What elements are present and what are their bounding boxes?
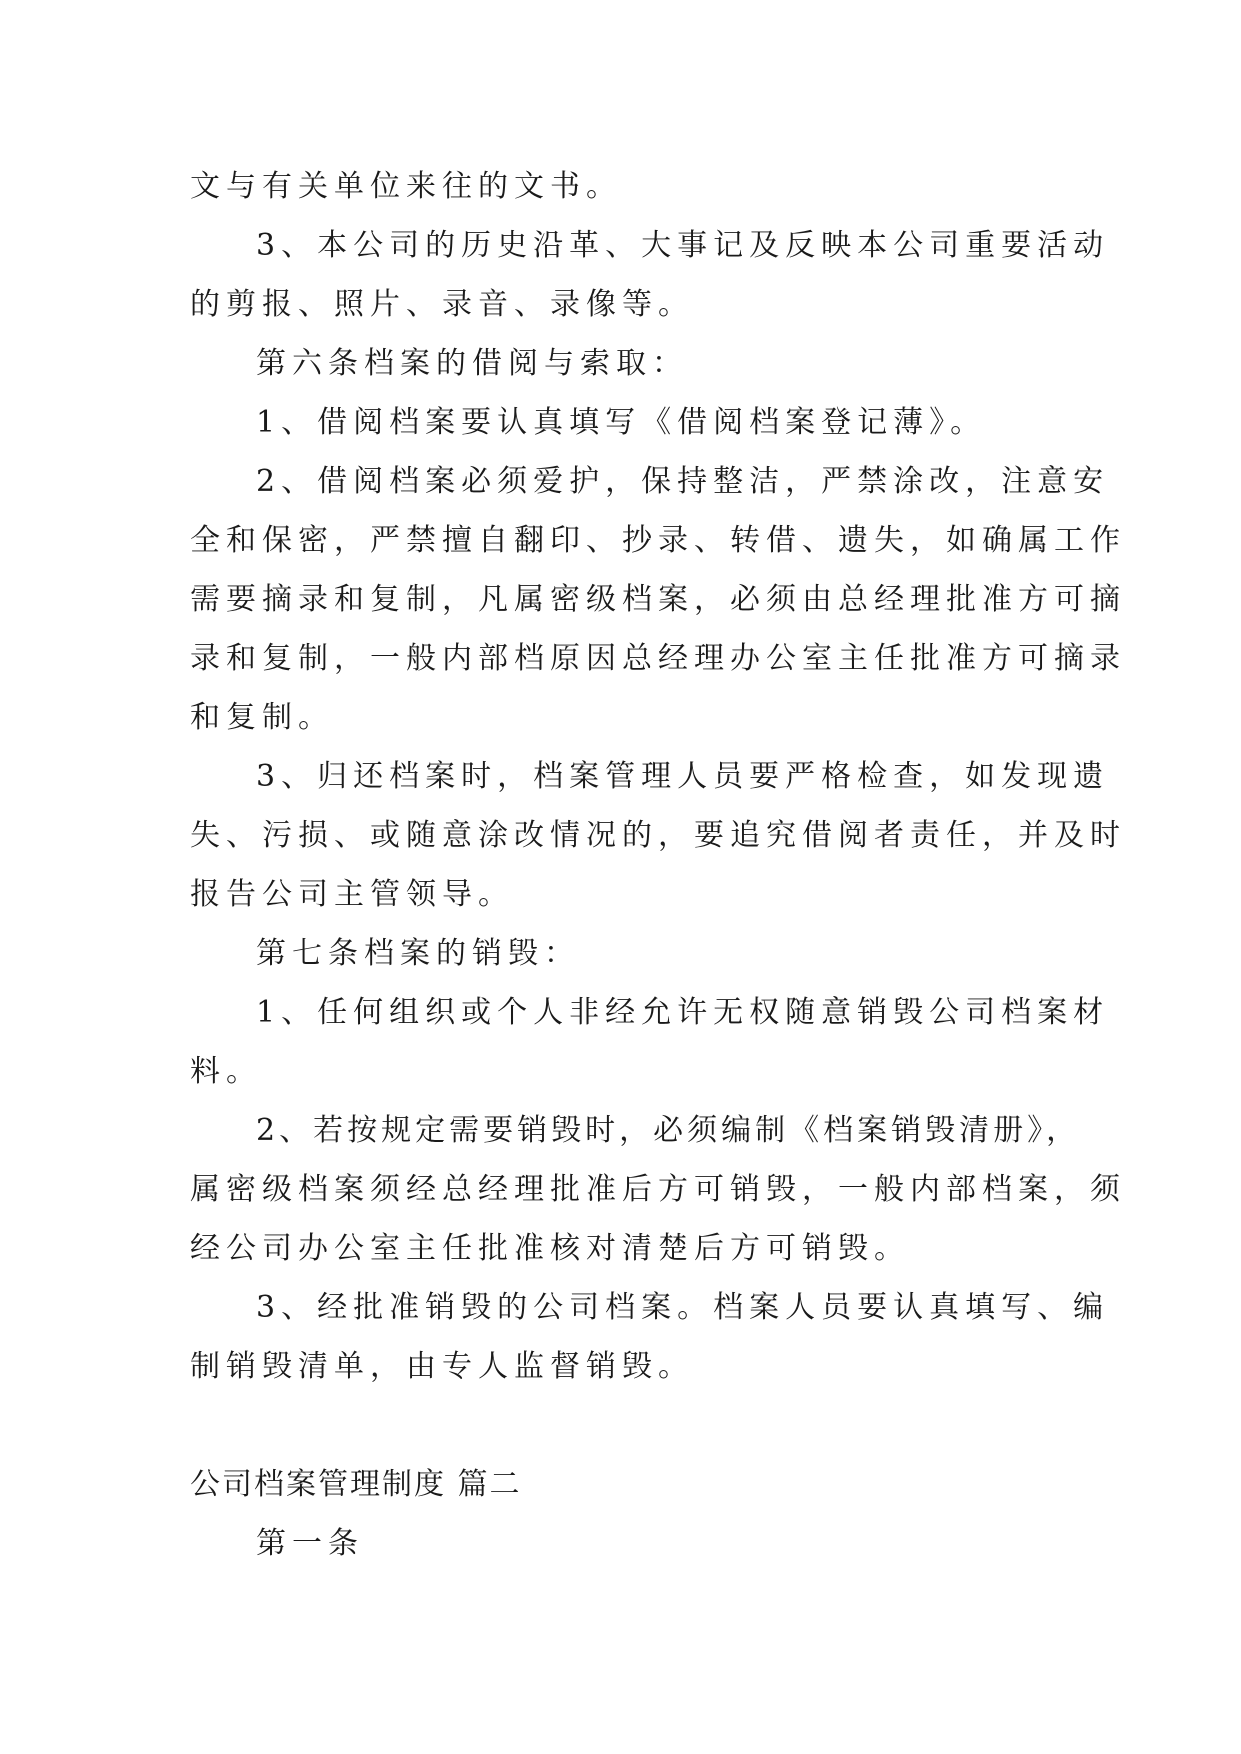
section-gap bbox=[190, 1396, 1060, 1455]
paragraph-line: 经公司办公室主任批准核对清楚后方可销毁。 bbox=[190, 1231, 910, 1266]
paragraph-line: 需要摘录和复制，凡属密级档案，必须由总经理批准方可摘 bbox=[190, 582, 1126, 617]
paragraph-line: 文与有关单位来往的文书。 bbox=[190, 169, 622, 204]
paragraph-line: 1、借阅档案要认真填写《借阅档案登记薄》。 bbox=[256, 405, 987, 440]
article-heading: 第六条档案的借阅与索取： bbox=[256, 346, 688, 381]
article-heading: 第七条档案的销毁： bbox=[256, 936, 580, 971]
paragraph-line: 报告公司主管领导。 bbox=[190, 877, 514, 912]
paragraph-line: 属密级档案须经总经理批准后方可销毁，一般内部档案，须 bbox=[190, 1172, 1126, 1207]
paragraph-line: 2、借阅档案必须爱护，保持整洁，严禁涂改，注意安 bbox=[256, 464, 1110, 499]
article-heading: 第一条 bbox=[256, 1526, 364, 1561]
document-page bbox=[190, 157, 1126, 1573]
paragraph-line: 3、归还档案时，档案管理人员要严格检查，如发现遗 bbox=[256, 759, 1110, 794]
section-title: 公司档案管理制度 篇二 bbox=[190, 1467, 522, 1502]
paragraph-line: 和复制。 bbox=[190, 700, 334, 735]
paragraph-line: 1、任何组织或个人非经允许无权随意销毁公司档案材 bbox=[256, 995, 1110, 1030]
paragraph-line: 失、污损、或随意涂改情况的，要追究借阅者责任，并及时 bbox=[190, 818, 1126, 853]
paragraph-line: 料。 bbox=[190, 1054, 262, 1089]
paragraph-line: 的剪报、照片、录音、录像等。 bbox=[190, 287, 694, 322]
paragraph-line: 2、若按规定需要销毁时，必须编制《档案销毁清册》， bbox=[256, 1113, 1081, 1148]
paragraph-line: 全和保密，严禁擅自翻印、抄录、转借、遗失，如确属工作 bbox=[190, 523, 1126, 558]
paragraph-line: 3、本公司的历史沿革、大事记及反映本公司重要活动 bbox=[256, 228, 1110, 263]
paragraph-line: 3、经批准销毁的公司档案。档案人员要认真填写、编 bbox=[256, 1290, 1110, 1325]
paragraph-line: 制销毁清单，由专人监督销毁。 bbox=[190, 1349, 694, 1384]
paragraph-line: 录和复制，一般内部档原因总经理办公室主任批准方可摘录 bbox=[190, 641, 1126, 676]
